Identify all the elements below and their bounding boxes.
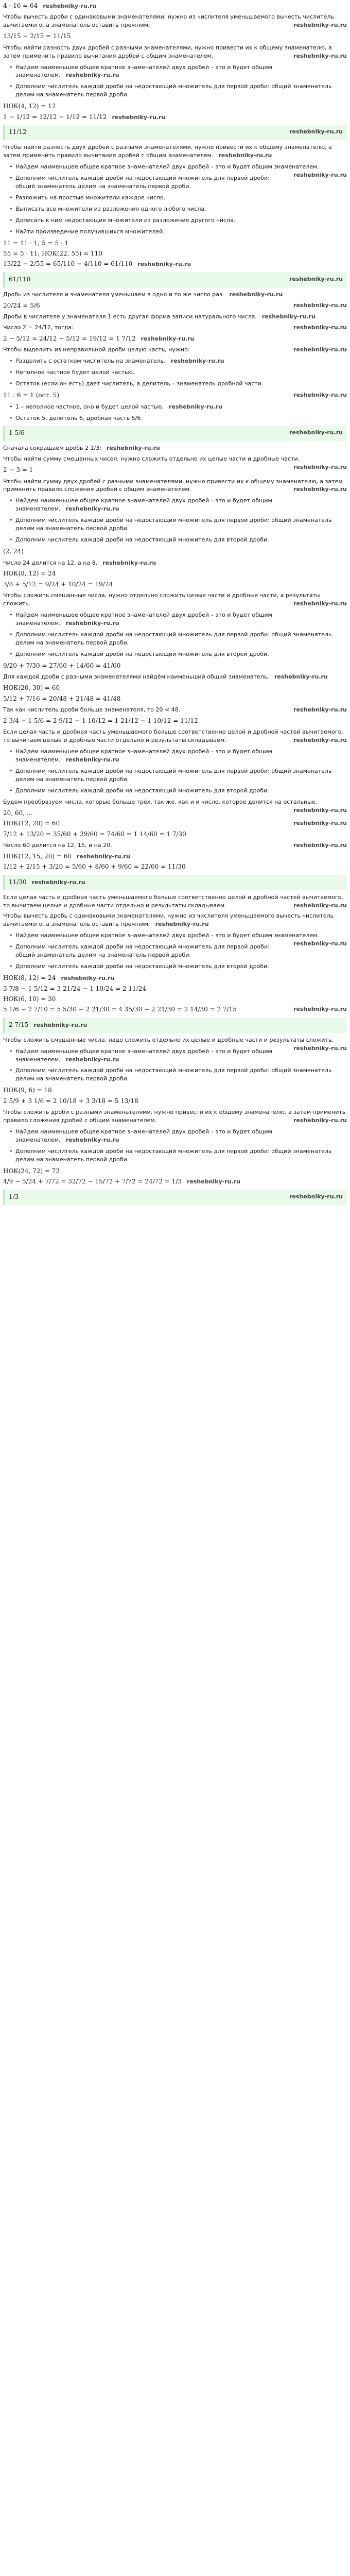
- step-item: [9, 216, 347, 225]
- step-text: Дополним числитель каждой дроби на недостающий множитель для первой дроби: общий знаменатель делим на знаменатель первой дроби.: [15, 943, 270, 959]
- watermark-text: reshebniky-ru.ru: [137, 261, 191, 268]
- math-expression: 9/20 + 7/30 = 27/60 + 14/60 = 41/60: [3, 662, 121, 669]
- step-item: [9, 1147, 347, 1164]
- step-text: Найдем наименьшее общее кратное знаменателей двух дробей – это и будет общим знаменателем.: [15, 1128, 272, 1143]
- math-expression: 13/22 − 2/55 = 65/110 − 4/110 = 61/110: [3, 260, 133, 268]
- watermark-text: reshebniky-ru.ru: [293, 52, 347, 59]
- watermark-text: reshebniky-ru.ru: [293, 346, 347, 353]
- math-expression: 3/8 + 5/12 = 9/24 + 10/24 = 19/24: [3, 580, 113, 588]
- watermark-text: reshebniky-ru.ru: [65, 1136, 119, 1143]
- math-line: [3, 580, 347, 589]
- steps-list: [9, 357, 347, 388]
- math-expression: НОК(12, 20) = 60: [3, 820, 60, 827]
- step-item: [9, 403, 347, 411]
- math-line: [3, 1177, 347, 1186]
- step-text: Дополним числитель каждой дроби на недостающий множитель для первой дроби: общий знаменатель делим на знаменатель первой дроби.: [15, 174, 270, 190]
- explanation-sentence: Число 2 = 24/12, тогда:: [3, 324, 74, 331]
- watermark-text: reshebniky-ru.ru: [293, 392, 347, 399]
- watermark-text: reshebniky-ru.ru: [293, 1044, 347, 1052]
- explanation-text: [3, 346, 347, 354]
- math-expression: 3 7/8 − 1 5/12 = 3 21/24 − 1 10/24 = 2 11/24: [3, 985, 146, 992]
- math-line: [3, 862, 347, 871]
- watermark-text: reshebniky-ru.ru: [289, 128, 343, 135]
- math-line: [3, 830, 347, 839]
- math-line: [3, 995, 347, 1004]
- step-text: Дополним числитель каждой дроби на недостающий множитель для второй дроби.: [15, 650, 269, 657]
- math-expression: 11 = 11 · 1; 5 = 5 · 1: [3, 239, 69, 247]
- step-text: Разделить с остатком числитель на знаменатель.: [15, 358, 166, 365]
- watermark-text: reshebniky-ru.ru: [106, 445, 160, 452]
- step-text: Дополним числитель каждой дроби на недостающий множитель для первой дроби: общий знаменатель делим на знаменатель первой дроби.: [15, 517, 332, 532]
- math-line: [3, 694, 347, 703]
- math-expression: 20/24 = 5/6: [3, 301, 40, 309]
- math-expression: 11 : 6 = 1 (ост. 5): [3, 392, 59, 399]
- math-line: [3, 985, 347, 993]
- explanation-sentence: Чтобы найти сумму смешанных чисел, нужно сложить отдельно их целые части и дробные части.: [3, 455, 300, 463]
- explanation-text: [3, 912, 347, 928]
- step-text: Найдем наименьшее общее кратное знаменателей двух дробей – это и будет общим знаменателем.: [15, 63, 272, 79]
- explanation-text: [3, 673, 347, 681]
- math-line: [3, 547, 347, 556]
- math-expression: 2 3/4 − 1 5/6 = 2 9/12 − 1 10/12 = 1 21/12 − 1 10/12 = 11/12: [3, 717, 198, 724]
- step-item: [9, 1128, 347, 1144]
- answer-box: [3, 125, 347, 140]
- watermark-text: reshebniky-ru.ru: [289, 1193, 343, 1200]
- math-expression: 13/15 − 2/15 = 11/15: [3, 32, 71, 40]
- answer-value: 61/110: [9, 275, 31, 283]
- answer-box: [3, 272, 347, 287]
- math-expression: 1/12 + 2/15 + 3/20 = 5/60 + 8/60 + 9/60 = 22/60 = 11/30: [3, 863, 186, 871]
- watermark-text: reshebniky-ru.ru: [187, 1178, 240, 1185]
- step-text: Найдем наименьшее общее кратное знаменателей двух дробей – это и будет общим знаменателем.: [15, 497, 272, 513]
- step-text: Разложить на простые множители каждое число.: [15, 194, 166, 201]
- watermark-text: reshebniky-ru.ru: [293, 820, 347, 827]
- steps-list: [9, 403, 347, 422]
- math-expression: 55 = 5 · 11; НОК(22, 55) = 110: [3, 249, 102, 257]
- step-text: Найти произведение получившихся множителей.: [15, 228, 165, 235]
- explanation-sentence: Так как числитель дроби больше знаменателя, то 20 < 48.: [3, 706, 181, 713]
- step-text: Найдем наименьшее общее кратное знаменателей двух дробей – это и будет общим знаменателем.: [15, 612, 272, 627]
- watermark-text: reshebniky-ru.ru: [65, 505, 119, 513]
- step-item: [9, 787, 347, 795]
- step-item: [9, 767, 347, 784]
- step-item: [9, 516, 347, 533]
- math-line: [3, 809, 288, 818]
- step-item: [9, 931, 347, 947]
- explanation-sentence: Для каждой дроби с разными знаменателями найдём наименьший общий знаменатель.: [3, 673, 269, 681]
- steps-list: [9, 611, 347, 658]
- math-expression: 2 5/9 + 3 1/6 = 2 10/18 + 3 3/18 = 5 13/18: [3, 1097, 138, 1105]
- math-expression: 5/12 + 7/16 = 20/48 + 21/48 = 41/48: [3, 694, 121, 702]
- step-text: 1 – неполное частное, оно и будет целой частью.: [15, 403, 164, 411]
- watermark-text: reshebniky-ru.ru: [293, 1006, 347, 1013]
- explanation-sentence: Дробь из числителя и знаменателя уменьшаем в одно и то же число раз.: [3, 291, 224, 298]
- math-line: [3, 391, 347, 400]
- explanation-text: [3, 313, 347, 321]
- step-text: Найдем наименьшее общее кратное знаменателей двух дробей – это и будет общим знаменателем.: [15, 932, 319, 939]
- watermark-text: reshebniky-ru.ru: [293, 600, 347, 607]
- answer-value: 11/30: [9, 878, 27, 886]
- math-expression: НОК(8, 12) = 24: [3, 570, 56, 578]
- step-text: Найдем наименьшее общее кратное знаменателей двух дробей – это и будет общим знаменателем.: [15, 1047, 272, 1063]
- step-text: Дополним числитель каждой дроби на недостающий множитель для второй дроби.: [15, 787, 269, 794]
- step-item: [9, 611, 347, 628]
- step-item: [9, 174, 347, 191]
- explanation-sentence: Чтобы вычесть дроби с одинаковыми знаменателями, нужно из числителя уменьшаемого вычесть числитель вычитаемого, а знаменатель оставить прежним:: [3, 13, 334, 29]
- math-line: [3, 1167, 347, 1176]
- math-expression: 2 − 5/12 = 24/12 − 5/12 = 19/12 = 1 7/12: [3, 334, 136, 342]
- step-item: [9, 368, 347, 377]
- math-line: [3, 239, 347, 248]
- explanation-sentence: Число 24 делится на 12, а на 8.: [3, 559, 98, 566]
- explanation-text: [3, 559, 347, 567]
- watermark-text: reshebniky-ru.ru: [112, 113, 166, 121]
- step-item: [9, 163, 347, 178]
- math-line: [3, 2, 347, 10]
- math-line: [3, 102, 347, 111]
- step-item: [9, 962, 347, 971]
- watermark-text: reshebniky-ru.ru: [76, 853, 130, 860]
- math-line: [3, 717, 347, 725]
- answer-box: [3, 426, 347, 441]
- answer-box: [3, 1190, 347, 1205]
- watermark-text: reshebniky-ru.ru: [33, 1021, 87, 1028]
- explanation-text: [3, 143, 347, 160]
- math-line: [3, 113, 347, 122]
- steps-list: [9, 63, 347, 99]
- watermark-text: reshebniky-ru.ru: [274, 673, 328, 681]
- math-line: [3, 32, 347, 41]
- watermark-text: reshebniky-ru.ru: [261, 313, 316, 320]
- math-line: [3, 1086, 347, 1095]
- math-line: [3, 466, 288, 474]
- steps-list: [9, 163, 347, 236]
- step-item: [9, 228, 347, 236]
- explanation-text: [3, 1036, 347, 1052]
- explanation-sentence: Чтобы вычесть дробь с одинаковыми знаменателями, нужно из числителя уменьшаемого вычесть числитель вычитаемого, а знаменатель оставить прежним:: [3, 912, 334, 928]
- solution-document: [0, 2, 350, 1205]
- explanation-text: [3, 591, 347, 608]
- watermark-text: reshebniky-ru.ru: [293, 171, 347, 178]
- watermark-text: reshebniky-ru.ru: [102, 559, 156, 566]
- explanation-text: [3, 291, 347, 299]
- step-text: Дополним числитель каждой дроби на недостающий множитель для второй дроби.: [15, 963, 269, 970]
- math-expression: НОК(24, 72) = 72: [3, 1167, 60, 1175]
- math-expression: НОК(20, 30) = 60: [3, 684, 60, 692]
- explanation-sentence: Будем преобразуем числа, которые больше трёх, так же, как и и число, которое делится на остальные.: [3, 798, 318, 805]
- math-expression: НОК(6, 10) = 30: [3, 995, 56, 1003]
- explanation-text: [3, 13, 347, 29]
- math-line: [3, 974, 347, 982]
- explanation-sentence: Чтобы выделить из неправильной дроби целую часть, нужно:: [3, 346, 190, 353]
- step-text: Остаток 5, делитель 6, дробная часть 5/6.: [15, 415, 143, 422]
- watermark-text: reshebniky-ru.ru: [293, 841, 347, 849]
- step-text: Дописать к ним недостающие множители из разложения другого числа.: [15, 216, 236, 224]
- math-line: [3, 852, 347, 861]
- watermark-text: reshebniky-ru.ru: [170, 358, 224, 365]
- answer-box: [3, 1018, 347, 1033]
- math-line: [3, 260, 347, 268]
- step-item: [9, 63, 347, 80]
- explanation-sentence: Чтобы найти сумму двух дробей с разными знаменателями, нужно привести их к общему знаменателю, а затем применить правило сложения дробей с общим знаменателем.: [3, 478, 343, 493]
- watermark-text: reshebniky-ru.ru: [293, 301, 347, 309]
- math-line: [3, 684, 347, 692]
- math-expression: НОК(12, 15, 20) = 60: [3, 852, 72, 860]
- math-line: [3, 662, 347, 670]
- explanation-sentence: Чтобы сложить смешанные числа, нужно отдельно сложить целые части и дробные части, а результаты сложить.: [3, 592, 321, 607]
- steps-list: [9, 1128, 347, 1164]
- watermark-text: reshebniky-ru.ru: [141, 335, 195, 342]
- step-item: [9, 1066, 347, 1083]
- step-item: [9, 380, 347, 388]
- answer-box: [3, 875, 347, 890]
- math-line: [3, 301, 347, 310]
- step-text: Найдем наименьшее общее кратное знаменателей двух дробей – это и будет общим знаменателем.: [15, 163, 319, 170]
- step-text: Дополним числитель каждой дроби на недостающий множитель для второй дроби.: [15, 536, 269, 544]
- math-expression: НОК(9, 6) = 18: [3, 1087, 52, 1094]
- watermark-text: reshebniky-ru.ru: [293, 806, 347, 814]
- answer-value: 11/12: [9, 128, 27, 136]
- watermark-text: reshebniky-ru.ru: [293, 22, 347, 29]
- watermark-text: reshebniky-ru.ru: [65, 72, 119, 79]
- watermark-text: reshebniky-ru.ru: [218, 152, 272, 159]
- step-item: [9, 650, 347, 658]
- explanation-sentence: Число 60 делится на 12, 15, и на 20.: [3, 841, 112, 849]
- explanation-text: [3, 1108, 347, 1125]
- math-line: [3, 249, 347, 258]
- step-item: [9, 497, 347, 513]
- math-line: [3, 1097, 347, 1106]
- watermark-text: reshebniky-ru.ru: [155, 921, 209, 928]
- steps-list: [9, 931, 347, 971]
- explanation-sentence: Чтобы найти разность двух дробей с разными знаменателями, нужно привести их к общему знаменателю, а затем применить правило вычитания дробей с общим знаменателем.: [3, 44, 332, 59]
- explanation-text: [3, 444, 347, 452]
- watermark-text: reshebniky-ru.ru: [289, 275, 343, 282]
- explanation-sentence: Чтобы найти разность двух дробей с разными знаменателями, нужно привести их к общему знаменателю, а затем применить правило вычитания дробей с общим знаменателем.: [3, 144, 332, 159]
- watermark-text: reshebniky-ru.ru: [65, 1056, 119, 1063]
- watermark-text: reshebniky-ru.ru: [293, 902, 347, 909]
- step-text: Найдем наименьшее общее кратное знаменателей двух дробей – это и будет общим знаменателем.: [15, 748, 272, 764]
- explanation-text: [3, 44, 347, 60]
- step-text: Неполное частное будет целой частью.: [15, 369, 135, 376]
- step-item: [9, 748, 347, 764]
- explanation-sentence: Если целая часть и дробная часть уменьшаемого больше соответственно целой и дробной частей вычитаемого, то вычитаем целые и дробные части отдельно и результаты складываем.: [3, 728, 343, 744]
- step-item: [9, 1047, 347, 1064]
- math-expression: (2, 24): [3, 548, 24, 555]
- step-item: [9, 357, 347, 365]
- step-item: [9, 194, 347, 202]
- math-expression: 5 1/6 − 2 7/10 = 5 5/30 − 2 21/30 = 4 35/30 − 2 21/30 = 2 14/30 = 2 7/15: [3, 1006, 237, 1013]
- step-item: [9, 82, 347, 99]
- math-expression: 4 · 16 = 64: [3, 2, 38, 9]
- watermark-text: reshebniky-ru.ru: [293, 737, 347, 744]
- step-text: Дополним числитель каждой дроби на недостающий множитель для первой дроби: общий знаменатель делим на знаменатель первой дроби.: [15, 1067, 332, 1082]
- watermark-text: reshebniky-ru.ru: [65, 620, 119, 627]
- step-text: Остаток (если он есть) дает числитель, а делитель – знаменатель дробной части.: [15, 380, 264, 387]
- math-expression: 1 − 1/12 = 12/12 − 1/12 = 11/12: [3, 113, 107, 121]
- math-expression: 4/9 − 5/24 + 7/72 = 32/72 − 15/72 + 7/72 = 24/72 = 1/3: [3, 1178, 182, 1185]
- step-item: [9, 631, 347, 647]
- math-line: [3, 569, 347, 578]
- step-item: [9, 536, 347, 544]
- steps-list: [9, 497, 347, 544]
- watermark-text: reshebniky-ru.ru: [61, 975, 115, 982]
- explanation-sentence: Чтобы сложить дроби с разными знаменателями, нужно привести их к общему знаменателю, а затем применить правило сложения дробей с общим знаменателем.: [3, 1109, 346, 1124]
- explanation-text: [3, 728, 347, 744]
- math-line: [3, 1005, 347, 1014]
- explanation-text: [3, 706, 347, 714]
- answer-value: 1 5/6: [9, 429, 25, 437]
- step-text: Дополним числитель каждой дроби на недостающий множитель для первой дроби: общий знаменатель делим на знаменатель первой дроби.: [15, 83, 332, 98]
- explanation-sentence: Чтобы сложить смешанные числа, надо сложить отдельно их целые и дробные части и результаты сложить.: [3, 1036, 334, 1043]
- step-text: Дополним числитель каждой дроби на недостающий множитель для первой дроби: общий знаменатель делим на знаменатель первой дроби.: [15, 1147, 332, 1163]
- explanation-sentence: Дроби в числителе у знаменателя 1 есть другая форма записи натурального числа.: [3, 313, 257, 320]
- step-text: Выписать все множители из разложения одного любого числа.: [15, 205, 206, 212]
- step-text: Дополним числитель каждой дроби на недостающий множитель для первой дроби: общий знаменатель делим на знаменатель первой дроби.: [15, 767, 332, 783]
- math-line: [3, 819, 347, 828]
- watermark-text: reshebniky-ru.ru: [229, 291, 283, 298]
- explanation-text: [3, 478, 347, 494]
- explanation-text: [3, 324, 347, 332]
- watermark-text: reshebniky-ru.ru: [293, 940, 347, 947]
- watermark-text: reshebniky-ru.ru: [168, 403, 222, 411]
- explanation-sentence: Если целая часть и дробная часть уменьшаемого больше соответственно целой и дробной частей вычитаемого, то вычитаем целые и дробные части отдельно и результаты складываем.: [3, 893, 343, 909]
- watermark-text: reshebniky-ru.ru: [293, 486, 347, 493]
- steps-list: [9, 1047, 347, 1083]
- step-text: Дополним числитель каждой дроби на недостающий множитель для первой дроби: общий знаменатель делим на знаменатель первой дроби.: [15, 631, 332, 646]
- step-item: [9, 943, 347, 959]
- watermark-text: reshebniky-ru.ru: [293, 706, 347, 713]
- step-item: [9, 414, 347, 422]
- watermark-text: reshebniky-ru.ru: [293, 1117, 347, 1124]
- watermark-text: reshebniky-ru.ru: [293, 464, 347, 471]
- watermark-text: reshebniky-ru.ru: [65, 756, 119, 764]
- math-line: [3, 334, 347, 343]
- step-item: [9, 205, 347, 213]
- math-expression: 20, 60, …: [3, 809, 33, 817]
- explanation-sentence: Сначала сокращаем дробь 2 1/3:: [3, 445, 101, 452]
- math-expression: 2 − 3 = 1: [3, 466, 33, 474]
- math-expression: 7/12 + 13/20 = 35/60 + 39/60 = 74/60 = 1 14/60 = 1 7/30: [3, 830, 186, 838]
- watermark-text: reshebniky-ru.ru: [31, 878, 85, 886]
- math-expression: НОК(8, 12) = 24: [3, 974, 56, 982]
- answer-value: 2 7/15: [9, 1021, 29, 1028]
- watermark-text: reshebniky-ru.ru: [43, 3, 97, 9]
- steps-list: [9, 748, 347, 795]
- watermark-text: reshebniky-ru.ru: [293, 324, 347, 331]
- answer-value: 1/3: [9, 1193, 19, 1200]
- math-expression: НОК(4, 12) = 12: [3, 103, 56, 110]
- explanation-text: [3, 841, 347, 850]
- explanation-text: [3, 893, 347, 910]
- watermark-text: reshebniky-ru.ru: [289, 429, 343, 436]
